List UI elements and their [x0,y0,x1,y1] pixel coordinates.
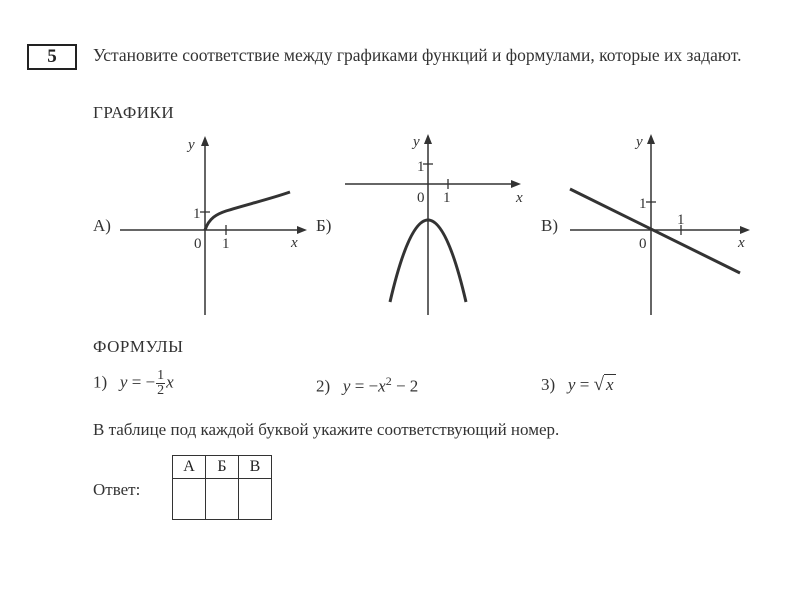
task-number-box [27,44,77,70]
instruction-text: В таблице под каждой буквой укажите соответствующий номер. [93,420,560,439]
graph-c-x-arrow [740,226,750,234]
graph-a-tick-x-label: 1 [222,236,230,252]
graph-b [340,130,530,315]
formula-2-lhs: y [342,376,351,396]
graph-b-tick-x-label: 1 [443,190,451,206]
graph-b-label: Б) [316,216,332,235]
answer-header-c: В [239,456,272,479]
sqrt-icon: √ [593,374,604,395]
answer-header-row [173,456,272,479]
graph-c [565,130,765,315]
graph-a-tick-y-label: 1 [193,206,201,222]
graph-a-label: А) [93,216,111,235]
graph-c-y-arrow [647,134,655,144]
formula-1-number: 1) [93,372,108,392]
graphs-heading: ГРАФИКИ [93,103,175,122]
answer-input-row [173,479,272,520]
graph-b-x-label: x [516,190,523,206]
formula-2 [316,374,418,397]
formula-3-lhs: y [567,375,576,394]
graph-a-y-label: y [188,137,195,153]
formula-3-number: 3) [541,375,556,394]
graph-a-x-arrow [297,226,307,234]
formula-2-number: 2) [316,376,331,396]
task-statement: Установите соответствие между графиками функций и формулами, которые их задают. [93,45,742,65]
formula-1-numerator: 1 [157,368,165,383]
answer-cell-a[interactable] [173,479,206,520]
graph-b-tick-y-label: 1 [417,159,425,175]
formula-3-radicand: x [606,375,614,394]
answer-label: Ответ: [93,480,141,499]
formula-1-rhs: x [166,372,174,392]
formula-2-power: 2 [385,374,392,388]
graph-a-y-arrow [201,136,209,146]
answer-header-b: Б [206,456,239,479]
answer-cell-c[interactable] [239,479,272,520]
task-number: 5 [47,46,57,67]
graph-a-origin-label: 0 [194,236,202,252]
graph-c-x-label: x [738,235,745,251]
graph-c-tick-y-label: 1 [639,196,647,212]
graph-b-y-label: y [413,134,420,150]
answer-table [172,455,272,520]
formulas-heading: ФОРМУЛЫ [93,337,184,356]
graph-a-x-label: x [291,235,298,251]
formula-2-eq: = − [350,376,379,396]
answer-cell-b[interactable] [206,479,239,520]
formula-3-eq: = [575,375,594,394]
graph-b-origin-label: 0 [417,190,425,206]
formula-1-fraction [156,369,165,398]
answer-header-a: А [173,456,206,479]
graph-b-x-arrow [511,180,521,188]
formula-1 [93,369,174,398]
graph-a [115,130,315,315]
formula-1-lhs: y [119,372,128,392]
formula-2-rest: − 2 [391,376,419,396]
graph-a-curve [205,192,290,230]
graph-c-y-label: y [636,134,643,150]
graph-c-origin-label: 0 [639,236,647,252]
formula-1-eq: = − [127,372,156,392]
formula-2-var: x [378,376,386,396]
graph-c-label: В) [541,216,558,235]
graph-b-y-arrow [424,134,432,144]
graph-c-tick-x-label: 1 [677,212,685,228]
formula-1-denominator: 2 [157,383,165,398]
formula-3 [541,374,616,396]
